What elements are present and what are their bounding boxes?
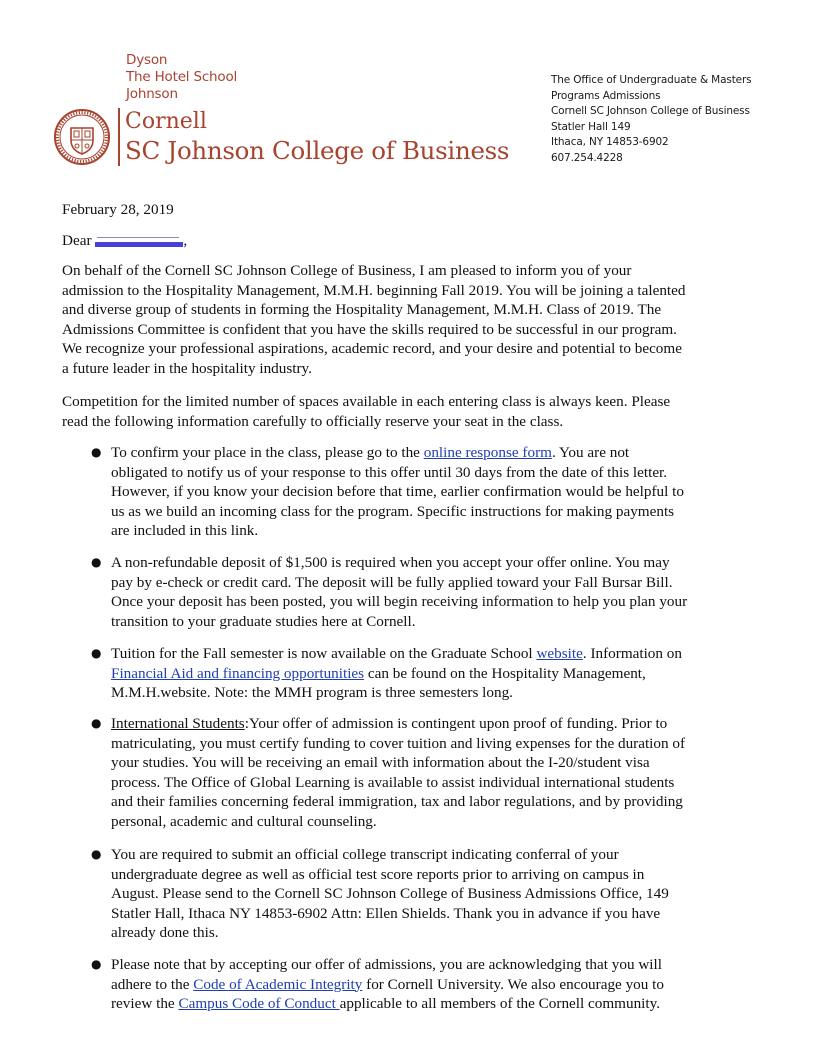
bullet-line: your studies. You will be receiving an email with information about the I-20/student visa xyxy=(111,754,650,772)
bullet-line: However, if you know your decision before that time, earlier confirmation would be helpful to xyxy=(111,483,684,501)
text-segment: adhere to the xyxy=(111,975,194,993)
college-name-line1: Cornell xyxy=(125,109,207,134)
international-students-label: International Students xyxy=(111,715,245,732)
bullet-line xyxy=(111,714,726,734)
bullet-line xyxy=(111,975,726,995)
bullet-line: undergraduate degree as well as official test score reports prior to arriving on campus in xyxy=(111,865,645,883)
text-segment: review the xyxy=(111,995,179,1013)
campus-code-of-conduct-link[interactable]: Campus Code of Conduct xyxy=(178,995,340,1013)
bullet-line: already done this. xyxy=(111,924,219,942)
bullet-line: process. The Office of Global Learning is available to assist individual international students xyxy=(111,773,675,791)
letter-date: February 28, 2019 xyxy=(62,201,174,218)
letterhead-divider xyxy=(118,108,120,166)
bullet-dot-icon: ● xyxy=(91,555,102,569)
paragraph-line: read the following information carefully to officially reserve your seat in the class. xyxy=(62,412,564,430)
bullet-dot-icon: ● xyxy=(91,847,102,861)
bullet-international-students xyxy=(91,714,726,832)
bullet-line: obligated to notify us of your response to this offer until 30 days from the date of this letter. xyxy=(111,463,668,481)
bullet-line: You are required to submit an official college transcript indicating conferral of your xyxy=(111,846,619,863)
cornell-seal-icon xyxy=(53,108,111,166)
bullet-dot-icon: ● xyxy=(91,957,102,971)
paragraph-admission xyxy=(62,261,732,379)
bullet-line: August. Please send to the Cornell SC Johnson College of Business Admissions Office, 149 xyxy=(111,885,669,903)
paragraph-line: admission to the Hospitality Management, M.M.H. beginning Fall 2019. You will be joining a talented xyxy=(62,281,686,299)
paragraph-line: Competition for the limited number of spaces available in each entering class is always keen. Please xyxy=(62,393,671,410)
redacted-name xyxy=(95,233,183,247)
bullet-line: and their families concerning federal immigration, tax and labor regulations, and by providing xyxy=(111,793,683,811)
text-segment: . You are not xyxy=(551,444,630,461)
school-names xyxy=(126,52,237,103)
bullet-dot-icon: ● xyxy=(91,445,102,459)
address-line: Statler Hall 149 xyxy=(551,120,631,133)
bullet-line: Statler Hall, Ithaca NY 14853-6902 Attn: Ellen Shields. Thank you in advance if you have xyxy=(111,904,661,922)
text-segment: Tuition for the Fall semester is now available on the Graduate School xyxy=(111,645,537,662)
bullet-line: matriculating, you must certify funding to cover tuition and living expenses for the duration of xyxy=(111,734,686,752)
paragraph-line: Admissions Committee is confident that you have the skills required to be successful in our program. xyxy=(62,320,677,338)
text-segment: . Information on xyxy=(582,645,682,662)
bullet-line: Once your deposit has been posted, you will begin receiving information to help you plan your xyxy=(111,593,688,611)
address-line: Programs Admissions xyxy=(551,89,661,102)
paragraph-line: a future leader in the hospitality industry. xyxy=(62,359,312,377)
code-of-academic-integrity-link[interactable]: Code of Academic Integrity xyxy=(193,975,363,993)
bullet-line xyxy=(111,994,726,1014)
bullet-tuition xyxy=(91,644,726,703)
brand-line-johnson: Johnson xyxy=(126,86,178,102)
paragraph-competition xyxy=(62,392,732,431)
text-segment: for Cornell University. We also encourage you to xyxy=(362,975,664,993)
bullet-line: transition to your graduate studies here at Cornell. xyxy=(111,612,416,630)
bullet-line xyxy=(111,664,726,684)
paragraph-line: On behalf of the Cornell SC Johnson College of Business, I am pleased to inform you of your xyxy=(62,262,632,279)
address-line: Ithaca, NY 14853-6902 xyxy=(551,136,669,148)
paragraph-line: and diverse group of students in forming the Hospitality Management, M.M.H. Class of 2019. The xyxy=(62,301,662,319)
bullet-transcript xyxy=(91,845,726,943)
text-segment: can be found on the Hospitality Management, xyxy=(364,664,646,682)
bullet-deposit xyxy=(91,553,726,631)
salutation-suffix: , xyxy=(183,232,188,249)
salutation xyxy=(62,231,187,251)
brand-line-dyson: Dyson xyxy=(126,52,168,68)
address-line: The Office of Undergraduate & Masters xyxy=(551,74,752,86)
bullet-line: M.M.H.website. Note: the MMH program is three semesters long. xyxy=(111,684,513,702)
bullet-line: A non-refundable deposit of $1,500 is required when you accept your offer online. You may xyxy=(111,554,670,571)
bullet-line xyxy=(111,443,726,463)
bullet-line xyxy=(111,644,726,664)
address-line: 607.254.4228 xyxy=(551,151,623,164)
bullet-line: pay by e-check or credit card. The deposit will be fully applied toward your Fall Bursar Bill. xyxy=(111,573,673,591)
office-address xyxy=(551,73,751,166)
bullet-line: us as we build an incoming class for the program. Specific instructions for making payments xyxy=(111,502,675,520)
online-response-form-link[interactable]: online response form xyxy=(423,444,552,461)
address-line: Cornell SC Johnson College of Business xyxy=(551,105,750,117)
paragraph-line: We recognize your professional aspirations, academic record, and your desire and potential to become xyxy=(62,340,682,358)
text-segment: :Your offer of admission is contingent upon proof of funding. Prior to xyxy=(244,715,668,732)
bullet-line: are included in this link. xyxy=(111,522,259,540)
bullet-dot-icon: ● xyxy=(91,646,102,660)
text-segment: To confirm your place in the class, please go to the xyxy=(111,444,424,461)
bullet-dot-icon: ● xyxy=(91,716,102,730)
salutation-prefix: Dear xyxy=(62,232,96,249)
financial-aid-link[interactable]: Financial Aid and financing opportunities xyxy=(111,664,365,682)
graduate-school-website-link[interactable]: website xyxy=(536,645,583,662)
text-segment: applicable to all members of the Cornell community. xyxy=(339,995,661,1013)
bullet-code-of-conduct xyxy=(91,955,726,1014)
college-name-line2: SC Johnson College of Business xyxy=(125,136,510,165)
college-name xyxy=(125,108,509,166)
bullet-line: personal, academic and cultural counseling. xyxy=(111,812,377,830)
bullet-confirm-place xyxy=(91,443,726,541)
brand-line-hotel-school: The Hotel School xyxy=(126,69,238,85)
bullet-line: Please note that by accepting our offer of admissions, you are acknowledging that you will xyxy=(111,956,662,973)
